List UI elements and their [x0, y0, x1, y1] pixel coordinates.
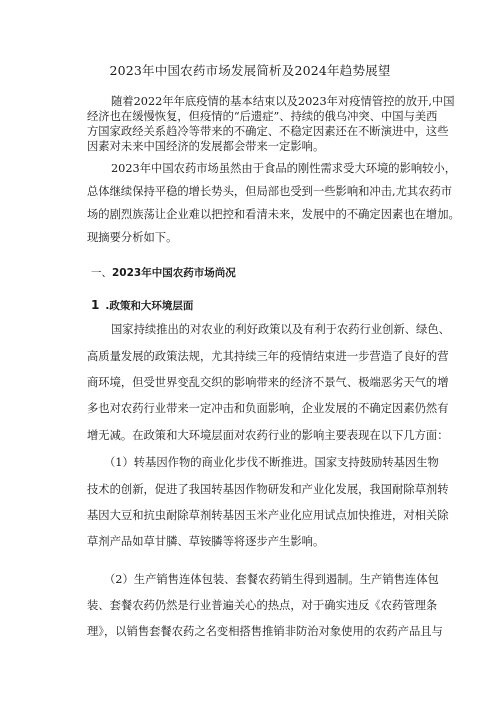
intro-p2-line-4: 现摘要分析如下。 — [87, 231, 178, 244]
subsection-1-number: 1 — [91, 298, 100, 312]
document-title: 2023年中国农药市场发展简析及2024年趋势展望 — [109, 63, 391, 78]
intro-p1-line-4: 因素对未来中国经济的发展都会带来一定影响。 — [87, 140, 325, 153]
intro-p2-line-3: 场的剧烈族荡让企业难以把控和看清未来，发展中的不确定因素也在增加。 — [87, 208, 460, 221]
point-2-line-1: （2）生产销售连体包装、套餐农药销生得到遏制。生产销售连体包 — [104, 573, 439, 586]
section-1-heading — [91, 266, 236, 280]
subsection-1-text: .政策和大环境层面 — [105, 300, 194, 312]
intro-p2-line-1: 2023年中国农药市场虽然由于食品的刚性需求受大环境的影响较小， — [111, 162, 457, 175]
intro-p1-line-2: 经济也在缓慢恢复，但疫情的“后遗症”、持续的俄乌冲突、中国与美西 — [87, 110, 438, 123]
section-1-prefix: 一、 — [91, 267, 112, 279]
policy-line-3: 商环境，但受世界变乱交织的影响带来的经济不景气、极端恶劣天气的增 — [87, 376, 449, 389]
intro-p1-line-3: 方国家政经关系趋冷等带来的不确定、不稳定因素还在不断演进中，这些 — [87, 125, 449, 138]
point-1-line-2: 技术的创新，促进了我国转基因作物研发和产业化发展，我国耐除草剂转 — [87, 483, 449, 496]
policy-line-1: 国家持续推出的对农业的利好政策以及有利于农药行业创新、绿色、 — [111, 323, 450, 336]
intro-p1-line-1: 随着2022年年底疫情的基本结束以及2023年对疫情管控的放开,中国 — [111, 95, 455, 108]
point-1-line-3: 基因大豆和抗虫耐除草剂转基因玉米产业化应用试点加快推进，对相关除 — [87, 509, 449, 522]
section-1-text: 2023年中国农药市场尚况 — [112, 267, 236, 279]
policy-line-2: 高质量发展的政策法规，尤其持续三年的疫情结束进一步营造了良好的营 — [87, 350, 449, 363]
intro-p2-line-2: 总体继续保持平稳的增长势头，但局部也受到一些影响和冲击,尤其农药市 — [87, 185, 453, 198]
subsection-1-heading — [91, 298, 193, 313]
point-2-line-3: 理》，以销售套餐农药之名变相搭售推销非防治对象使用的农药产品且与 — [87, 625, 443, 638]
point-1-line-1: （1）转基因作物的商业化步伐不断推进。国家支持鼓励转基因生物 — [104, 456, 439, 469]
point-2-line-2: 装、套餐农药仍然是行业普遍关心的热点，对于确实违反《农药管理条 — [87, 599, 438, 612]
policy-line-4: 多也对农药行业带来一定冲击和负面影响，企业发展的不确定因素仍然有 — [87, 402, 449, 415]
point-1-line-4: 草剂产品如草甘膦、草铵膦等将逐步产生影响。 — [87, 535, 325, 548]
policy-line-5: 增无减。在政策和大环境层面对农药行业的影响主要表现在以下几方面： — [87, 429, 449, 442]
